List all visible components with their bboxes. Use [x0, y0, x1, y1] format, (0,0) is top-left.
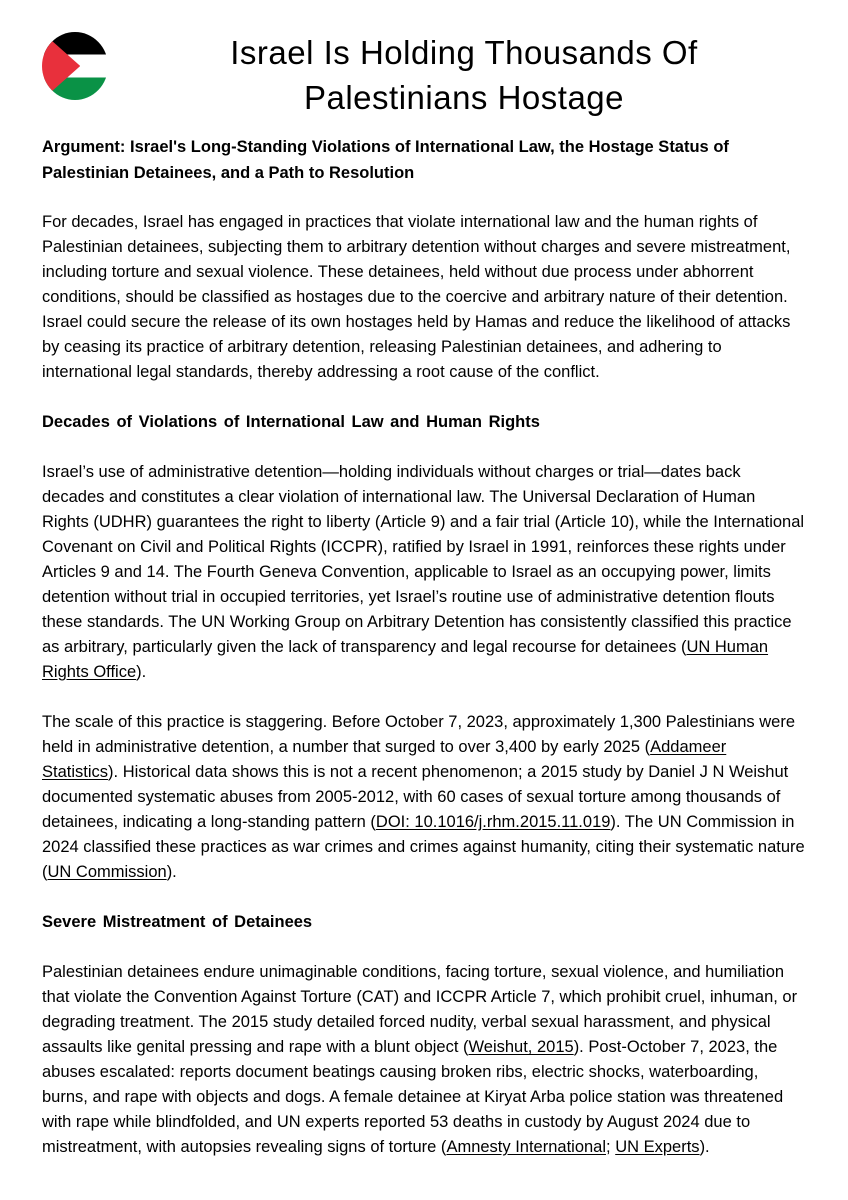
- body-paragraph: Israel’s use of administrative detention—holding individuals without charges or trial—dates back decades and constitutes a clear violation of international law. The Universal Declaration of Human Rights (UDHR) guarantees the right to liberty (Article 9) and a fair trial (Article 10), while the International Covenant on Civil and Political Rights (ICCPR), ratified by Israel in 1991, reinforces these rights under Articles 9 and 14. The Fourth Geneva Convention, applicable to Israel as an occupying power, limits detention without trial in occupied territories, yet Israel’s routine use of administrative detention flouts these standards. The UN Working Group on Arbitrary Detention has consistently classified this practice as arbitrary, particularly given the lack of transparency and legal recourse for detainees (UN Human Rights Office).: [42, 463, 805, 681]
- palestinian-flag-icon: [42, 32, 108, 100]
- body-paragraph: The scale of this practice is staggering. Before October 7, 2023, approximately 1,300 Palestinians were held in administrative detention, a number that surged to over 3,400 by early 2025 (Addameer Statistics). Historical data shows this is not a recent phenomenon; a 2015 study by Daniel J N Weishut documented systematic abuses from 2005-2012, with 60 cases of sexual torture among thousands of detainees, indicating a long-standing pattern (DOI: 10.1016/j.rhm.2015.11.019). The UN Commission in 2024 classified these practices as war crimes and crimes against humanity, citing their systematic nature (UN Commission).: [42, 713, 805, 881]
- body-paragraph: For decades, Israel has engaged in practices that violate international law and the human rights of Palestinian detainees, subjecting them to arbitrary detention without charges and severe mistreatment, including torture and sexual violence. These detainees, held without due process under abhorrent conditions, should be classified as hostages due to the coercive and arbitrary nature of their detention. Israel could secure the release of its own hostages held by Hamas and reduce the likelihood of attacks by ceasing its practice of arbitrary detention, releasing Palestinian detainees, and adhering to international legal standards, thereby addressing a root cause of the conflict.: [42, 213, 791, 381]
- reference-link[interactable]: UN Experts: [615, 1138, 700, 1156]
- page-title-line1: Israel Is Holding Thousands Of: [230, 34, 698, 71]
- article-body: [42, 210, 806, 1160]
- reference-link[interactable]: Amnesty International: [446, 1138, 607, 1156]
- page-title: [122, 28, 806, 120]
- document-header: [42, 28, 806, 124]
- page-title-line2: Palestinians Hostage: [303, 79, 625, 116]
- section-heading: Decades of Violations of International Law and Human Rights: [42, 413, 540, 431]
- reference-link[interactable]: Weishut, 2015: [468, 1038, 574, 1056]
- reference-link[interactable]: Addameer Statistics: [42, 738, 727, 781]
- reference-link[interactable]: UN Human Rights Office: [42, 638, 769, 681]
- reference-link[interactable]: UN Commission: [47, 863, 167, 881]
- reference-link[interactable]: DOI: 10.1016/j.rhm.2015.11.019: [375, 813, 611, 831]
- section-heading: Severe Mistreatment of Detainees: [42, 913, 313, 931]
- flag-triangle: [42, 32, 80, 100]
- body-paragraph: Palestinian detainees endure unimaginable conditions, facing torture, sexual violence, and humiliation that violate the Convention Against Torture (CAT) and ICCPR Article 7, which prohibit cruel, inhuman, or degrading treatment. The 2015 study detailed forced nudity, verbal sexual harassment, and physical assaults like genital pressing and rape with a blunt object (Weishut, 2015). Post-October 7, 2023, the abuses escalated: reports document beatings causing broken ribs, electric shocks, waterboarding, burns, and rape with objects and dogs. A female detainee at Kiryat Arba police station was threatened with rape while blindfolded, and UN experts reported 53 deaths in custody by August 2024 due to mistreatment, with autopsies revealing signs of torture (Amnesty International; UN Experts).: [42, 963, 798, 1156]
- argument-subtitle: Argument: Israel's Long-Standing Violations of International Law, the Hostage Status of Palestinian Detainees, and a Path to Resolution: [42, 138, 729, 182]
